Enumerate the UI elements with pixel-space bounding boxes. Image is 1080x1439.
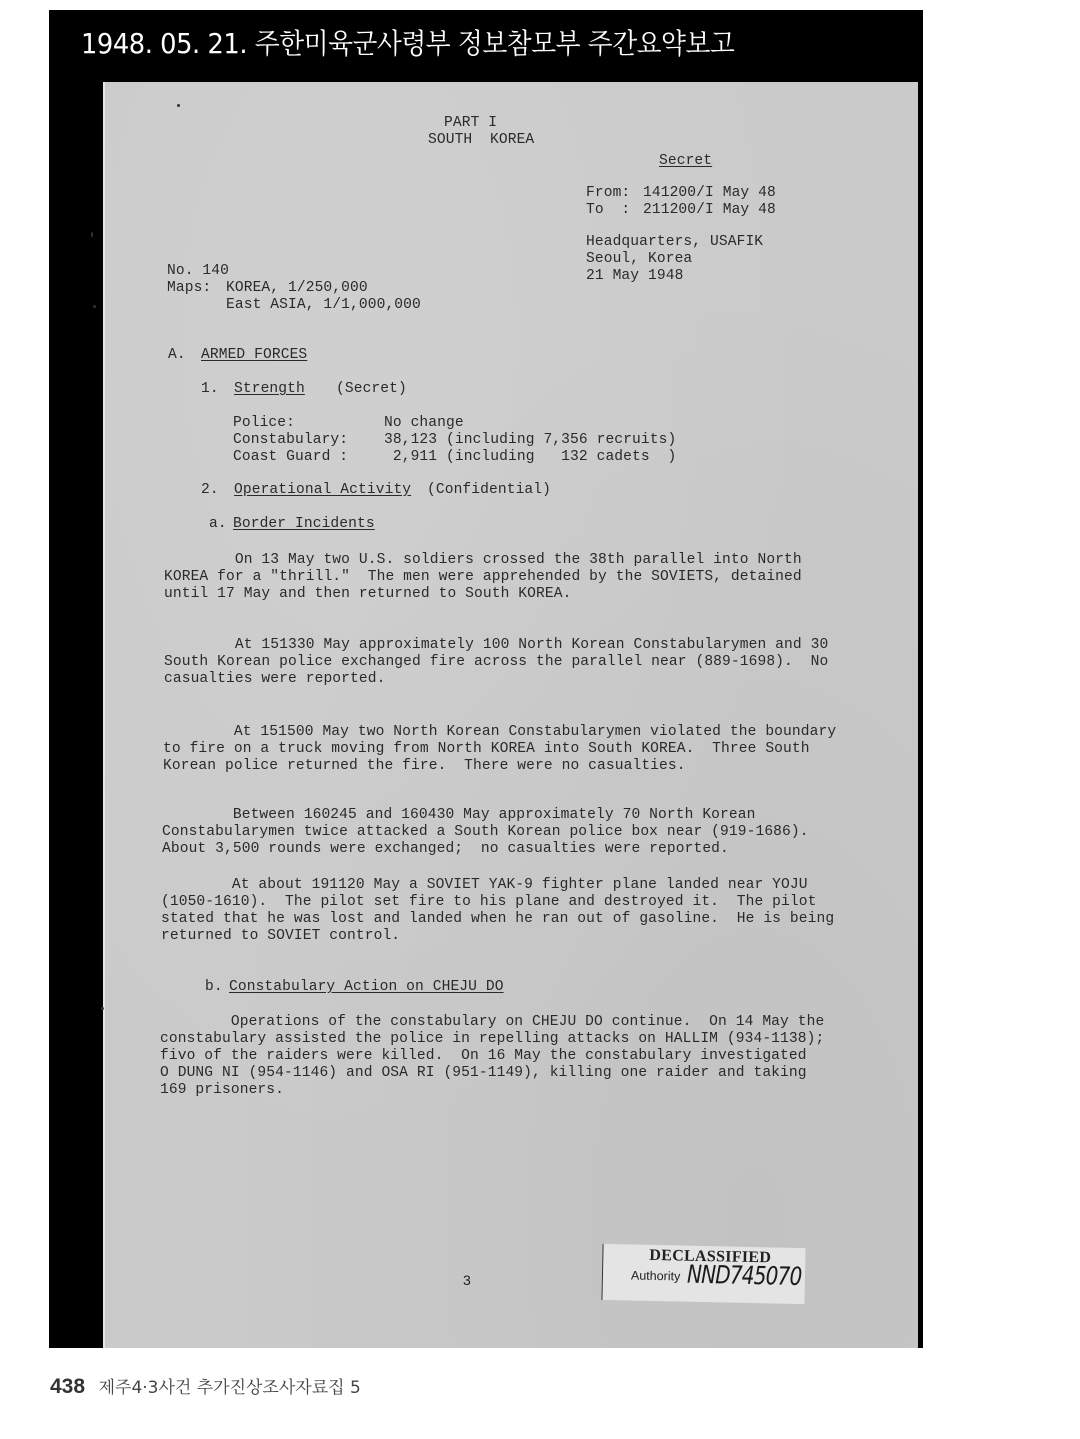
section-marker: A. xyxy=(168,347,186,363)
subsection-title-strength: Strength xyxy=(234,381,305,397)
stamp-title: DECLASSIFIED xyxy=(649,1246,772,1267)
paragraph-line: South Korean police exchanged fire across the parallel near (889-1698). No xyxy=(164,654,829,670)
map-entry: East ASIA, 1/1,000,000 xyxy=(226,297,421,313)
paragraph-line: At 151500 May two North Korean Constabularymen violated the boundary xyxy=(163,724,837,740)
paragraph-line: Between 160245 and 160430 May approximately 70 North Korean xyxy=(162,807,756,823)
strength-value: No change xyxy=(384,415,464,431)
paragraph-line: casualties were reported. xyxy=(164,671,386,687)
paragraph-line: About 3,500 rounds were exchanged; no casualties were reported. xyxy=(162,841,729,857)
paragraph-line: Operations of the constabulary on CHEJU DO continue. On 14 May the xyxy=(160,1014,825,1030)
from-label: From: xyxy=(586,185,631,201)
paragraph-line: stated that he was lost and landed when he ran out of gasoline. He is being xyxy=(161,911,835,927)
speck-mark xyxy=(93,305,96,308)
paragraph-line: fivo of the raiders were killed. On 16 May the constabulary investigated xyxy=(160,1048,807,1064)
paragraph-line: At about 191120 May a SOVIET YAK-9 fighter plane landed near YOJU xyxy=(161,877,808,893)
report-number: No. 140 xyxy=(167,263,230,279)
classification-label: Secret xyxy=(659,153,713,169)
paragraph-line: returned to SOVIET control. xyxy=(161,928,401,944)
book-title: 제주4·3사건 추가진상조사자료집 5 xyxy=(98,1378,361,1398)
subsection-marker: 2. xyxy=(201,482,219,498)
paragraph-line: On 13 May two U.S. soldiers crossed the 38th parallel into North xyxy=(164,552,802,568)
paragraph-line: Korean police returned the fire. There were no casualties. xyxy=(163,758,686,774)
subsection-marker: 1. xyxy=(201,381,219,397)
strength-value: 38,123 (including 7,356 recruits) xyxy=(384,432,677,448)
paragraph-line: constabulary assisted the police in repelling attacks on HALLIM (934-1138); xyxy=(160,1031,825,1047)
item-marker: b. xyxy=(205,979,223,995)
subsection-title-operational: Operational Activity xyxy=(234,482,412,498)
paragraph-line: Constabularymen twice attacked a South Korean police box near (919-1686). xyxy=(162,824,809,840)
stamp-authority-label: Authority xyxy=(630,1268,681,1284)
strength-value: 2,911 (including 132 cadets ) xyxy=(384,449,677,465)
to-label: To : xyxy=(586,202,631,218)
paragraph-line: until 17 May and then returned to South KOREA. xyxy=(164,586,572,602)
page-title: 1948. 05. 21. 주한미육군사령부 정보참모부 주간요약보고 xyxy=(81,27,735,60)
paragraph-line: 169 prisoners. xyxy=(160,1082,285,1098)
paragraph-line: O DUNG NI (954-1146) and OSA RI (951-1149), killing one raider and taking xyxy=(160,1065,807,1081)
paragraph-line: (1050-1610). The pilot set fire to his plane and destroyed it. The pilot xyxy=(161,894,817,910)
book-footer xyxy=(50,1373,361,1399)
classification-note: (Secret) xyxy=(336,381,407,397)
from-value: 141200/I May 48 xyxy=(643,185,776,201)
speck-mark xyxy=(91,232,93,237)
maps-label: Maps: xyxy=(167,280,212,296)
speck-mark xyxy=(101,1007,104,1010)
scanned-document xyxy=(103,82,918,1348)
hq-line: Seoul, Korea xyxy=(586,251,693,267)
map-entry: KOREA, 1/250,000 xyxy=(226,280,368,296)
document-page-number: 3 xyxy=(463,1272,471,1288)
book-page-number: 438 xyxy=(50,1375,86,1398)
item-title-border-incidents: Border Incidents xyxy=(233,516,375,532)
classification-note: (Confidential) xyxy=(427,482,552,498)
to-value: 211200/I May 48 xyxy=(643,202,776,218)
hq-date: 21 May 1948 xyxy=(586,268,684,284)
item-title-cheju: Constabulary Action on CHEJU DO xyxy=(229,979,504,995)
paragraph-line: KOREA for a "thrill." The men were apprehended by the SOVIETS, detained xyxy=(164,569,802,585)
item-marker: a. xyxy=(209,516,227,532)
strength-label: Constabulary: xyxy=(233,432,349,448)
scan-frame xyxy=(49,10,923,1348)
declassified-stamp xyxy=(601,1244,805,1304)
hq-line: Headquarters, USAFIK xyxy=(586,234,764,250)
paragraph-line: At 151330 May approximately 100 North Korean Constabularymen and 30 xyxy=(164,637,829,653)
strength-label: Police: xyxy=(233,415,296,431)
section-title-armed-forces: ARMED FORCES xyxy=(201,347,308,363)
strength-label: Coast Guard : xyxy=(233,449,349,465)
stamp-authority-value: NND745070 xyxy=(686,1259,802,1292)
paragraph-line: to fire on a truck moving from North KOREA into South KOREA. Three South xyxy=(163,741,810,757)
region-heading: SOUTH KOREA xyxy=(428,132,535,148)
speck-mark xyxy=(177,104,180,107)
part-heading: PART I xyxy=(444,115,498,131)
